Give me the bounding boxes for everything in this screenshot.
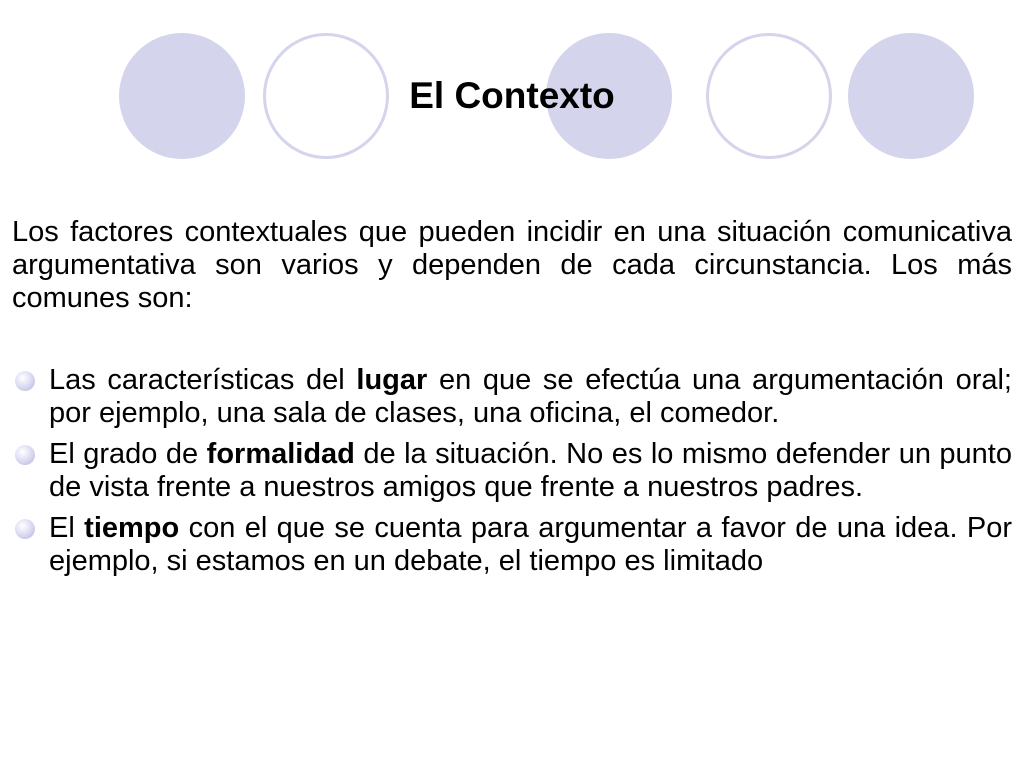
bullet-text: con el que se cuenta para argumentar a favor de una idea. Por ejemplo, si estamos en un debate, el tiempo es limitado [49,512,1012,577]
bullet-text: en que se efectúa una argumentación oral; por ejemplo, una sala de clases, una oficina, el comedor. [49,364,1012,429]
bullet-keyword: formalidad [206,438,355,470]
sphere-bullet-icon [15,371,35,391]
bullet-text: El grado de [49,438,207,470]
bullet-text: de la situación. No es lo mismo defender un punto de vista frente a nuestros amigos que frente a nuestros padres. [49,438,1012,503]
sphere-bullet-icon [15,519,35,539]
intro-paragraph: Los factores contextuales que pueden incidir en una situación comunicativa argumentativa son varios y dependen de cada circunstancia. Los más comunes son: [12,216,1012,314]
bullet-text: El [49,512,85,544]
bullet-item [0,512,1012,578]
bullet-keyword: tiempo [84,512,180,544]
bullet-item [0,364,1012,430]
bullet-keyword: lugar [356,364,428,396]
slide-title: El Contexto [409,75,615,116]
bullet-text: Las características del [49,364,357,396]
bullet-list [0,364,1024,586]
bullet-item [0,438,1012,504]
sphere-bullet-icon [15,445,35,465]
